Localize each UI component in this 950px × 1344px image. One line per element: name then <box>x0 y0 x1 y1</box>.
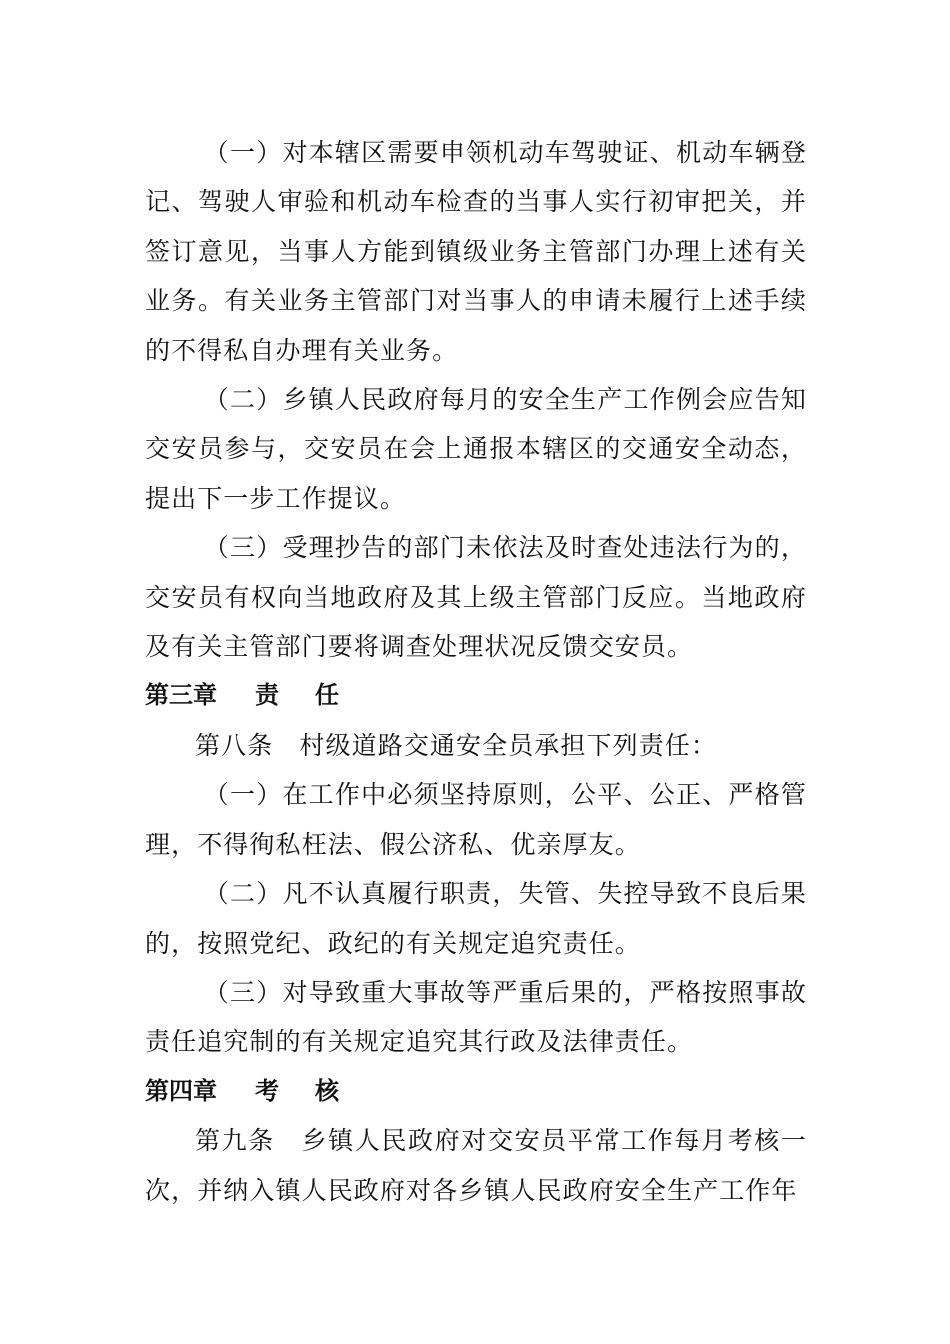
chapter-3-title-char-2: 任 <box>315 681 339 710</box>
article-8-clause-1: （一）在工作中必须坚持原则，公平、公正、严格管理，不得徇私枉法、假公济私、优亲厚友。 <box>145 780 807 859</box>
article-8-clause-3: （三）对导致重大事故等严重后果的，严格按照事故责任追究制的有关规定追究其行政及法律责任。 <box>145 977 807 1057</box>
paragraph-clause-3: （三）受理抄告的部门未依法及时查处违法行为的，交安员有权向当地政府及其上级主管部门反应。当地政府及有关主管部门要将调查处理状况反馈交安员。 <box>145 533 807 662</box>
chapter-3-label: 第三章 <box>145 681 217 710</box>
paragraph-clause-1: （一）对本辖区需要申领机动车驾驶证、机动车辆登记、驾驶人审验和机动车检查的当事人实行初审把关，并签订意见，当事人方能到镇级业务主管部门办理上述有关业务。有关业务主管部门对当事人的申请未履行上述手续的不得私自办理有关业务。 <box>145 138 807 365</box>
article-8: 第八条 村级道路交通安全员承担下列责任： <box>195 730 718 760</box>
chapter-4-heading <box>145 1067 807 1116</box>
article-8-clause-2: （二）凡不认真履行职责，失管、失控导致不良后果的，按照党纪、政纪的有关规定追究责任。 <box>145 879 807 958</box>
paragraph-clause-2: （二）乡镇人民政府每月的安全生产工作例会应告知交安员参与，交安员在会上通报本辖区的交通安全动态，提出下一步工作提议。 <box>145 385 807 513</box>
document-body <box>145 128 807 1215</box>
chapter-4-label: 第四章 <box>145 1076 217 1105</box>
chapter-3-title-char-1: 责 <box>255 681 279 710</box>
article-9: 第九条 乡镇人民政府对交安员平常工作每月考核一次，并纳入镇人民政府对各乡镇人民政府安全生产工作年 <box>145 1126 807 1205</box>
chapter-4-title-char-2: 核 <box>315 1076 339 1105</box>
chapter-3-heading <box>145 671 807 720</box>
chapter-4-title-char-1: 考 <box>255 1076 279 1105</box>
